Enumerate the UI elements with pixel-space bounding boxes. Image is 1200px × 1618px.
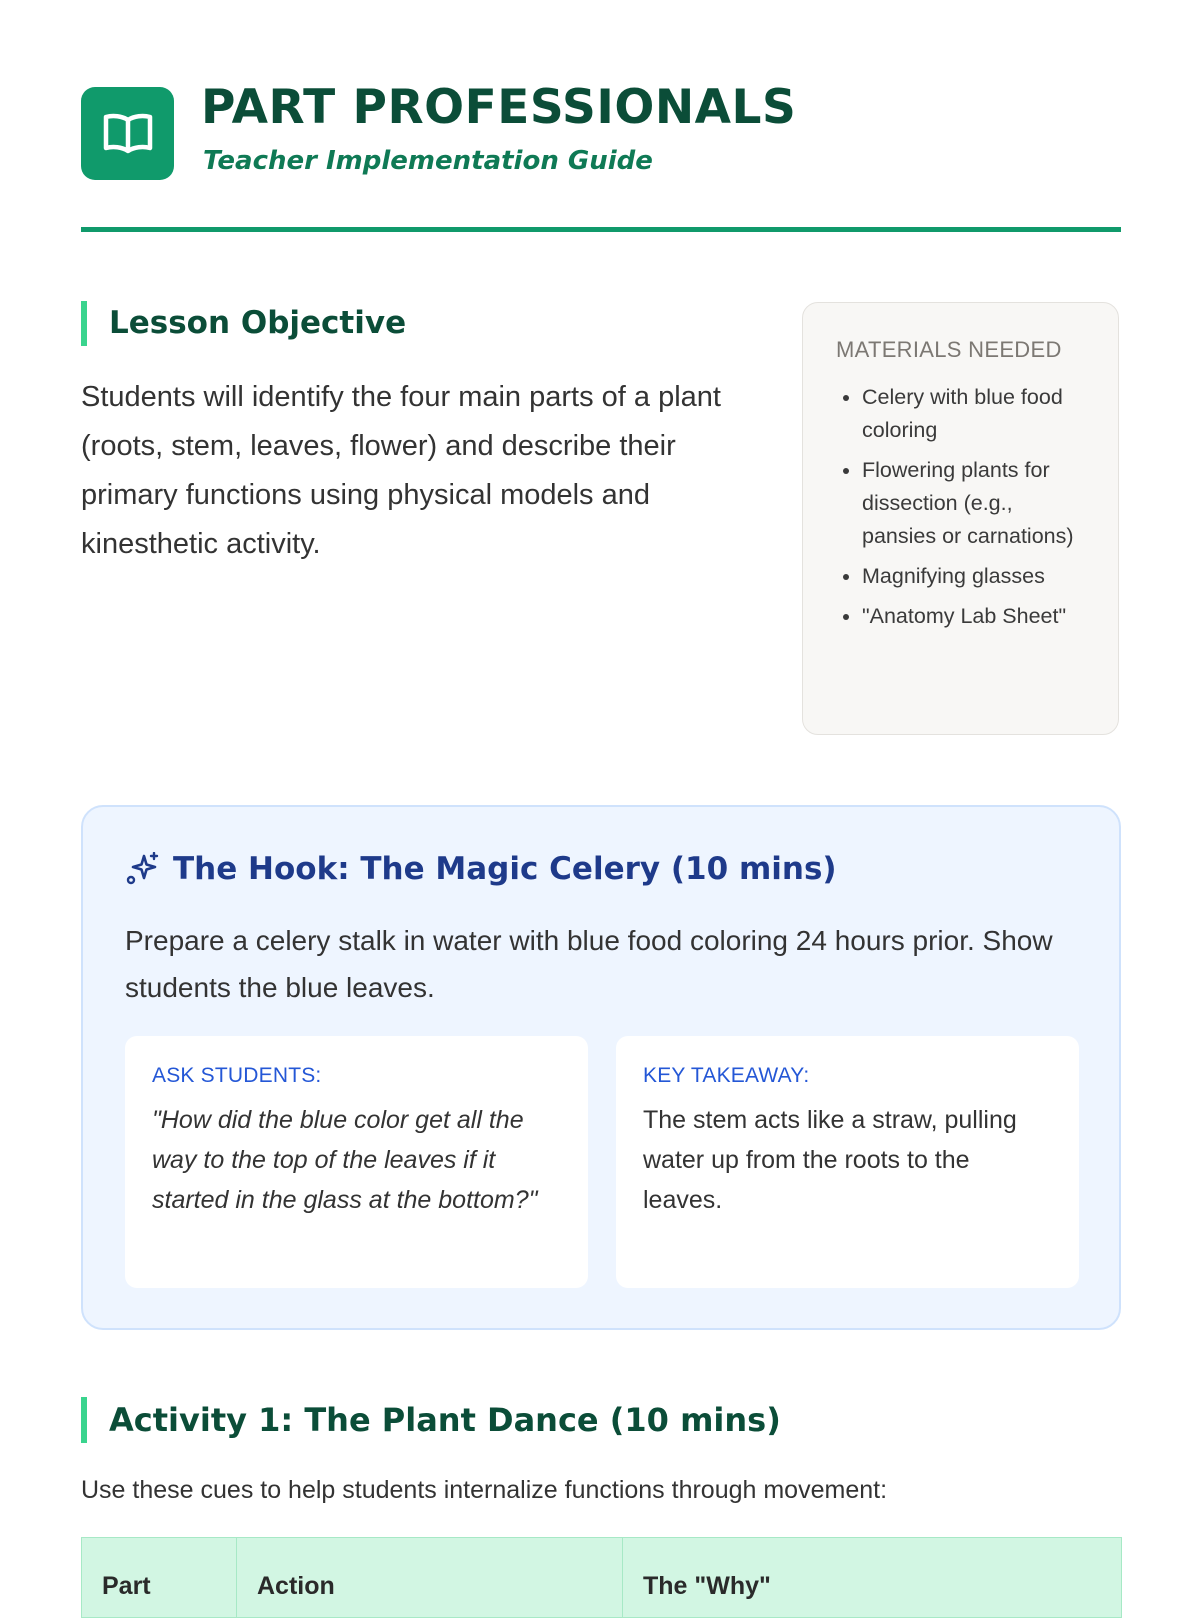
materials-title: MATERIALS NEEDED [836, 337, 1062, 362]
sparkles-icon [125, 852, 159, 886]
brand-subtitle: Teacher Implementation Guide [203, 146, 653, 176]
key-takeaway-label: KEY TAKEAWAY: [643, 1064, 810, 1087]
hook-title-row [125, 851, 837, 887]
materials-item: • Flowering plants for dissection (e.g., pansies or carnations) [862, 454, 1088, 553]
hook-title: The Hook: The Magic Celery (10 mins) [173, 851, 837, 887]
table-header-row [82, 1538, 1122, 1618]
open-book-icon [81, 87, 174, 180]
objective-heading: Lesson Objective [81, 301, 406, 346]
key-takeaway-card [616, 1036, 1079, 1288]
ask-students-card [125, 1036, 588, 1288]
header [81, 80, 1121, 182]
column-header-why: The "Why" [623, 1538, 1122, 1618]
materials-panel [802, 302, 1119, 735]
key-takeaway-text: The stem acts like a straw, pulling water up from the roots to the leaves. [643, 1106, 1017, 1214]
hook-text: Prepare a celery stalk in water with blue food coloring 24 hours prior. Show students the blue leaves. [125, 925, 1053, 1003]
column-header-part: Part [82, 1538, 237, 1618]
ask-students-label: ASK STUDENTS: [152, 1064, 322, 1087]
ask-students-text: "How did the blue color get all the way to the top of the leaves if it started in the glass at the bottom?" [152, 1106, 538, 1214]
materials-item: • "Anatomy Lab Sheet" [862, 600, 1088, 633]
materials-list [836, 381, 1088, 633]
plant-dance-table [81, 1537, 1122, 1618]
activity-heading: Activity 1: The Plant Dance (10 mins) [81, 1397, 781, 1443]
hook-panel [81, 805, 1121, 1330]
materials-item: • Celery with blue food coloring [862, 381, 1088, 447]
column-header-action: Action [237, 1538, 623, 1618]
objective-text: Students will identify the four main parts of a plant (roots, stem, leaves, flower) and describe their primary functions using physical models and kinesthetic activity. [81, 381, 721, 560]
header-divider [81, 227, 1121, 232]
brand-title: PART PROFESSIONALS [201, 80, 797, 135]
activity-intro: Use these cues to help students internalize functions through movement: [81, 1476, 888, 1504]
materials-item: • Magnifying glasses [862, 560, 1088, 593]
